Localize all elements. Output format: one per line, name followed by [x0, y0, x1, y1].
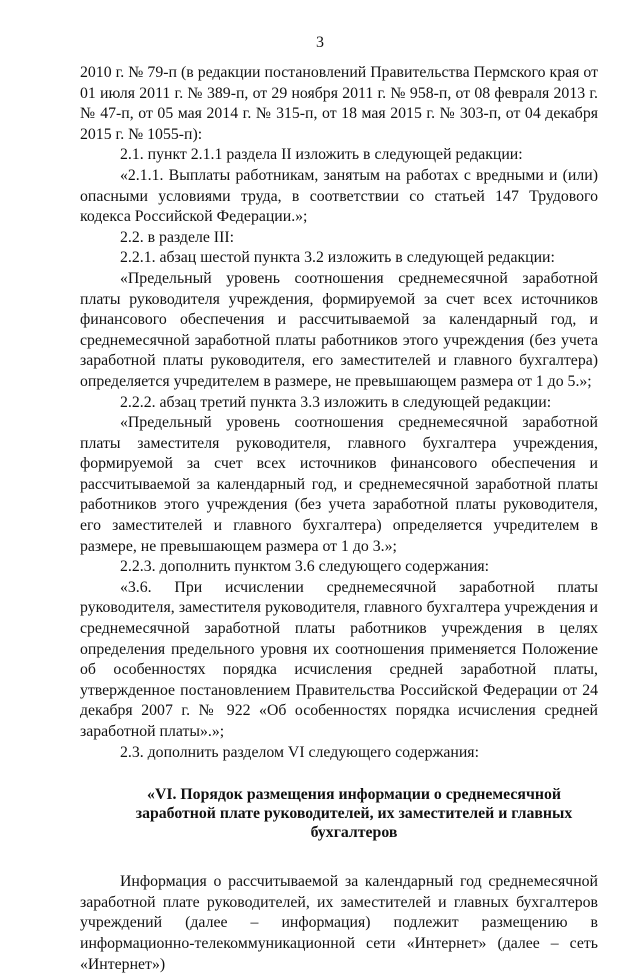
paragraph-2-2: 2.2. в разделе III:	[120, 228, 234, 246]
document-body	[80, 63, 598, 975]
page-number: 3	[316, 34, 324, 51]
paragraph-2-2-3: 2.2.3. дополнить пунктом 3.6 следующего содержания:	[120, 558, 490, 576]
paragraph-2-3: 2.3. дополнить разделом VI следующего содержания:	[120, 743, 479, 761]
paragraph-2-1: 2.1. пункт 2.1.1 раздела II изложить в следующей редакции:	[120, 146, 523, 164]
paragraph-information-placement: Информация о рассчитываемой за календарный год среднемесячной заработной плате руководителей, их заместителей и главных бухгалтеров учреждений (далее – информация) подлежит размещению в информационно-телекоммуникационной сети «Интернет» (далее – сеть «Интернет»)	[80, 873, 598, 973]
paragraph-2-2-2-text: «Предельный уровень соотношения среднемесячной заработной платы заместителя руководителя, главного бухгалтера учреждения, формируемой за счет всех источников финансового обеспечения и рассчитываемой за календарный год, и среднемесячной заработной платы работников этого учреждения (без учета заработной платы руководителя, его заместителей и главного бухгалтера) определяется учредителем в размере, не превышающем размера от 1 до 3.»;	[80, 414, 598, 555]
paragraph-2-2-1-text: «Предельный уровень соотношения среднемесячной заработной платы руководителя учреждения, формируемой за счет всех источников финансового обеспечения и рассчитываемой за календарный год, и среднемесячной заработной платы работников этого учреждения (без учета заработной платы руководителя, его заместителей и главного бухгалтера) определяется учредителем в размере, не превышающем размера от 1 до 5.»;	[80, 269, 598, 390]
paragraph-decree-reference: 2010 г. № 79-п (в редакции постановлений Правительства Пермского края от 01 июля 2011 г. № 389-п, от 29 ноября 2011 г. № 958-п, от 08 февраля 2013 г. № 47-п, от 05 мая 2014 г. № 315-п, от 18 мая 2015 г. № 303-п, от 04 декабря 2015 г. № 1055-п):	[80, 64, 598, 143]
paragraph-3-6-text: «3.6. При исчислении среднемесячной заработной платы руководителя, заместителя руководителя, главного бухгалтера учреждения и среднемесячной заработной платы работников учреждения в целях определения предельного уровня их соотношения применяется Положение об особенностях порядка исчисления средней заработной платы, утвержденное постановлением Правительства Российской Федерации от 24 декабря 2007 г. № 922 «Об особенностях порядка исчисления средней заработной платы».»;	[80, 578, 598, 740]
paragraph-2-1-1-text: «2.1.1. Выплаты работникам, занятым на работах с вредными и (или) опасными условиями труда, в соответствии со статьей 147 Трудового кодекса Российской Федерации.»;	[80, 166, 598, 226]
paragraph-2-2-1: 2.2.1. абзац шестой пункта 3.2 изложить в следующей редакции:	[120, 249, 555, 267]
paragraph-2-2-2: 2.2.2. абзац третий пункта 3.3 изложить в следующей редакции:	[120, 393, 552, 411]
section-vi-title: «VI. Порядок размещения информации о среднемесячной заработной плате руководителей, их заместителей и главных бухгалтеров	[135, 786, 573, 842]
